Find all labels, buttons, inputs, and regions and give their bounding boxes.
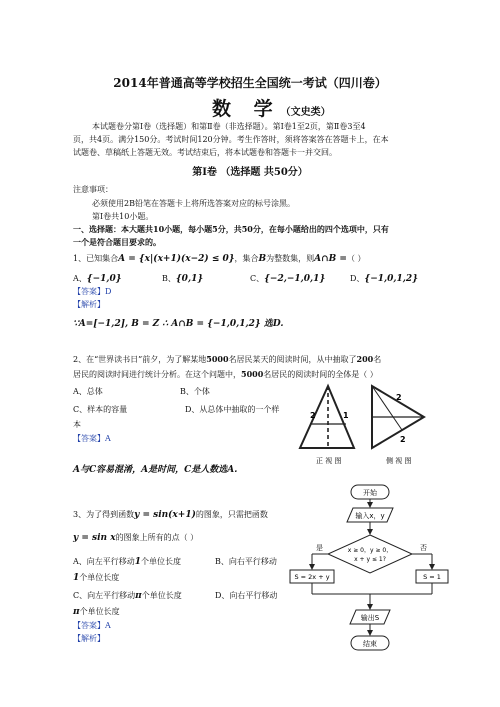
q3-opt-d-post: 个单位长度 [79, 607, 120, 616]
q2-option-d-cont: 本 [73, 420, 81, 429]
q1-option-a [73, 273, 122, 284]
q2-option-c: C、样本的容量 [73, 405, 128, 414]
q1-expr: A∩B = [314, 254, 347, 264]
side-label-2b: 2 [400, 435, 406, 444]
q3-option-b: B、向右平行移动 [215, 557, 277, 566]
three-view-figure [292, 378, 432, 468]
q3-line1-post: 的图象，只需把函数 [195, 510, 268, 519]
q3-line2-post: 的图象上所有的点（ ） [115, 533, 199, 542]
q2-n2: 200 [356, 354, 374, 364]
front-label-2: 2 [310, 411, 316, 420]
q3-func2: y = sin x [73, 533, 116, 543]
q1-set-a: A = {x|(x+1)(x−2) ≤ 0} [118, 254, 235, 264]
flow-decision-node [328, 535, 412, 573]
front-label-1: 1 [343, 411, 349, 420]
q3-opt-c-post: 个单位长度 [141, 591, 182, 600]
q3-opt-a-pre: A、向左平行移动 [73, 557, 135, 566]
q2-solution: A与C容易混淆，A是时间，C是人数选A. [73, 465, 238, 475]
q3-line-2 [73, 532, 198, 543]
q3-opt-c-sym: π [135, 591, 142, 601]
flow-condition-line1: x ≥ 0，y ≥ 0， [347, 547, 393, 554]
flow-output-text: 输出S [360, 614, 380, 622]
section-title: 第Ⅰ卷 （选择题 共50分） [192, 167, 308, 178]
q2-line1-post: 名 [373, 355, 382, 364]
q2-line2-post: 名居民的阅读时间的全体是（ ） [263, 370, 378, 379]
q1-stem [73, 253, 366, 264]
flow-start-text: 开始 [363, 489, 377, 497]
q3-line-1 [73, 509, 268, 520]
front-view-caption: 正 视 图 [316, 457, 342, 465]
q1-opt-b-label: B、 [162, 274, 176, 283]
flow-condition-line2: x + y ≤ 1? [354, 556, 386, 563]
q3-answer: 【答案】A [73, 621, 111, 630]
q2-option-a: A、总体 [73, 387, 103, 396]
q3-opt-b-num: 1 [73, 573, 80, 583]
flow-assign-yes-text: S = 2x + y [294, 573, 330, 581]
q2-line2-pre: 居民的阅读时间进行统计分析。在这个问题中， [73, 370, 241, 379]
flowchart [286, 482, 452, 658]
q1-analysis: 【解析】 [73, 300, 105, 309]
q1-opt-c-value: {−2,−1,0,1} [264, 274, 326, 284]
intro-line-1: 本试题卷分第Ⅰ卷（选择题）和第Ⅱ卷（非选择题）。第Ⅰ卷1至2页，第Ⅱ卷3至4 [92, 122, 366, 131]
q1-stem-mid: ，集合 [234, 254, 259, 263]
flow-yes-label: 是 [316, 544, 323, 552]
instruction-line-1: 一、选择题：本大题共10小题，每小题5分，共50分，在每小题给出的四个选项中，只有 [73, 224, 389, 234]
q1-stem-mid2: 为整数集，则 [266, 254, 315, 263]
flow-end-text: 结束 [363, 640, 377, 648]
side-label-2: 2 [396, 393, 402, 402]
front-view-diagram [300, 386, 354, 448]
q3-option-a [73, 556, 181, 567]
q3-line1-pre: 3、为了得到函数 [73, 510, 135, 519]
q2-line1-mid: 名居民某天的阅读时间，从中抽取了 [228, 355, 357, 364]
q3-opt-b-post: 个单位长度 [79, 573, 120, 582]
q1-opt-d-label: D、 [350, 274, 365, 283]
q1-opt-d-value: {−1,0,1,2} [364, 274, 418, 284]
q1-option-c [250, 273, 325, 284]
side-view-caption: 侧 视 图 [386, 457, 412, 465]
q2-line-1 [73, 354, 381, 365]
q1-stem-pre: 1、已知集合 [73, 254, 119, 263]
flow-no-label: 否 [420, 544, 427, 552]
note-2: 第Ⅰ卷共10小题。 [92, 212, 154, 221]
q2-n1: 5000 [206, 354, 229, 364]
subject-heading [212, 94, 331, 121]
q3-option-c [73, 590, 182, 601]
q3-opt-a-num: 1 [134, 557, 142, 567]
q2-option-b: B、个体 [180, 387, 210, 396]
q1-set-b: B [258, 254, 267, 264]
flow-input-text: 输入x，y [355, 512, 385, 520]
q1-solution: ∵A=[−1,2], B = Z ∴ A∩B = {−1,0,1,2} 选D. [73, 319, 284, 329]
q2-line1-pre: 2、在“世界读书日”前夕，为了解某地 [73, 355, 207, 364]
q2-answer: 【答案】A [73, 434, 111, 443]
exam-title: 2014年普通高等学校招生全国统一考试（四川卷） [113, 76, 387, 90]
instruction-line-2: 一个是符合题目要求的。 [73, 237, 161, 247]
q1-option-d [350, 273, 418, 284]
q3-opt-d-sym: π [73, 607, 80, 617]
q3-option-d-cont [73, 606, 120, 617]
q1-opt-c-label: C、 [250, 274, 265, 283]
q3-analysis: 【解析】 [73, 634, 105, 643]
note-1: 必须使用2B铅笔在答题卡上将所选答案对应的标号涂黑。 [92, 199, 295, 208]
q2-n3: 5000 [241, 369, 264, 379]
notes-heading: 注意事项： [73, 185, 113, 194]
q3-option-b-cont [73, 572, 119, 583]
q1-paren: （ ） [346, 254, 366, 263]
side-view-diagram [372, 386, 424, 448]
intro-line-2: 页，共4页。满分150分。考试时间120分钟。考生作答时，须将答案答在答题卡上，在本 [73, 135, 389, 144]
subject-main: 数 学 [212, 98, 281, 120]
q3-option-d: D、向右平行移动 [215, 591, 278, 600]
q1-opt-a-label: A、 [73, 274, 87, 283]
q1-answer: 【答案】D [73, 287, 112, 296]
q3-opt-c-pre: C、向左平行移动 [73, 591, 136, 600]
intro-line-3: 试题卷、草稿纸上答题无效。考试结束后，将本试题卷和答题卡一并交回。 [73, 148, 337, 157]
q2-option-d: D、从总体中抽取的一个样 [185, 405, 280, 414]
q3-opt-a-post: 个单位长度 [141, 557, 182, 566]
q3-func1: y = sin(x+1) [134, 510, 196, 520]
flow-assign-no-text: S = 1 [423, 573, 441, 581]
subject-tag: （文史类） [280, 107, 331, 118]
q1-opt-a-value: {−1,0} [86, 274, 122, 284]
q1-option-b [162, 273, 203, 284]
q1-opt-b-value: {0,1} [175, 274, 204, 284]
